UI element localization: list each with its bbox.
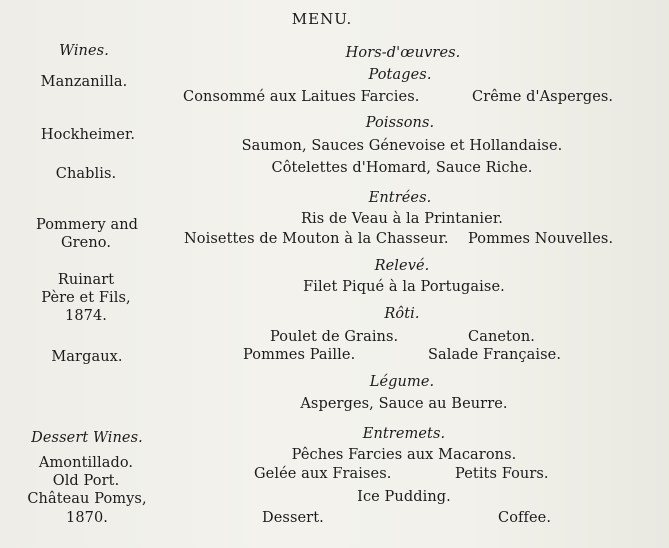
course-heading-poissons: Poissons. — [365, 115, 435, 131]
wine-item: Margaux. — [51, 349, 123, 365]
course-heading-releve: Relevé. — [374, 258, 430, 274]
course-heading-roti: Rôti. — [384, 306, 420, 322]
dish: Gelée aux Fraises. — [254, 466, 392, 482]
wine-item: 1874. — [64, 308, 108, 324]
wines-heading: Wines. — [59, 43, 109, 59]
course-heading-entremets: Entremets. — [362, 426, 446, 442]
dish: Asperges, Sauce au Beurre. — [300, 396, 508, 412]
dish: Dessert. — [262, 510, 324, 526]
dessert-wine-item: 1870. — [65, 510, 109, 526]
dish: Salade Française. — [428, 347, 562, 363]
dish: Coffee. — [498, 510, 552, 526]
dish: Pommes Nouvelles. — [468, 231, 614, 247]
wine-item: Père et Fils, — [41, 290, 131, 306]
dessert-wines-heading: Dessert Wines. — [31, 430, 143, 446]
page-title: MENU. — [291, 10, 353, 28]
dish: Ris de Veau à la Printanier. — [301, 211, 503, 227]
dessert-wine-item: Amontillado. — [38, 455, 134, 471]
dish: Côtelettes d'Homard, Sauce Riche. — [271, 160, 533, 176]
dessert-wine-item: Old Port. — [52, 473, 120, 489]
dish: Ice Pudding. — [357, 489, 451, 505]
course-heading-entrees: Entrées. — [368, 190, 432, 206]
wine-item: Pommery and — [35, 217, 139, 233]
course-heading-legume: Légume. — [369, 374, 435, 390]
dessert-wine-item: Château Pomys, — [27, 491, 147, 507]
wine-item: Manzanilla. — [40, 74, 128, 90]
dish: Petits Fours. — [455, 466, 549, 482]
dish: Caneton. — [468, 329, 535, 345]
dish: Pommes Paille. — [243, 347, 356, 363]
wine-item: Hockheimer. — [40, 127, 136, 143]
wine-item: Greno. — [60, 235, 112, 251]
dish: Filet Piqué à la Portugaise. — [303, 279, 505, 295]
dish: Poulet de Grains. — [270, 329, 399, 345]
dish: Crême d'Asperges. — [472, 89, 614, 105]
wine-item: Chablis. — [55, 166, 117, 182]
wine-item: Ruinart — [57, 272, 115, 288]
dish: Consommé aux Laitues Farcies. — [183, 89, 420, 105]
dish: Pêches Farcies aux Macarons. — [291, 447, 517, 463]
dish: Noisettes de Mouton à la Chasseur. — [184, 231, 449, 247]
course-heading-potages: Potages. — [368, 67, 432, 83]
dish: Saumon, Sauces Génevoise et Hollandaise. — [241, 138, 563, 154]
course-heading-hors-doeuvres: Hors-d'œuvres. — [345, 45, 461, 61]
